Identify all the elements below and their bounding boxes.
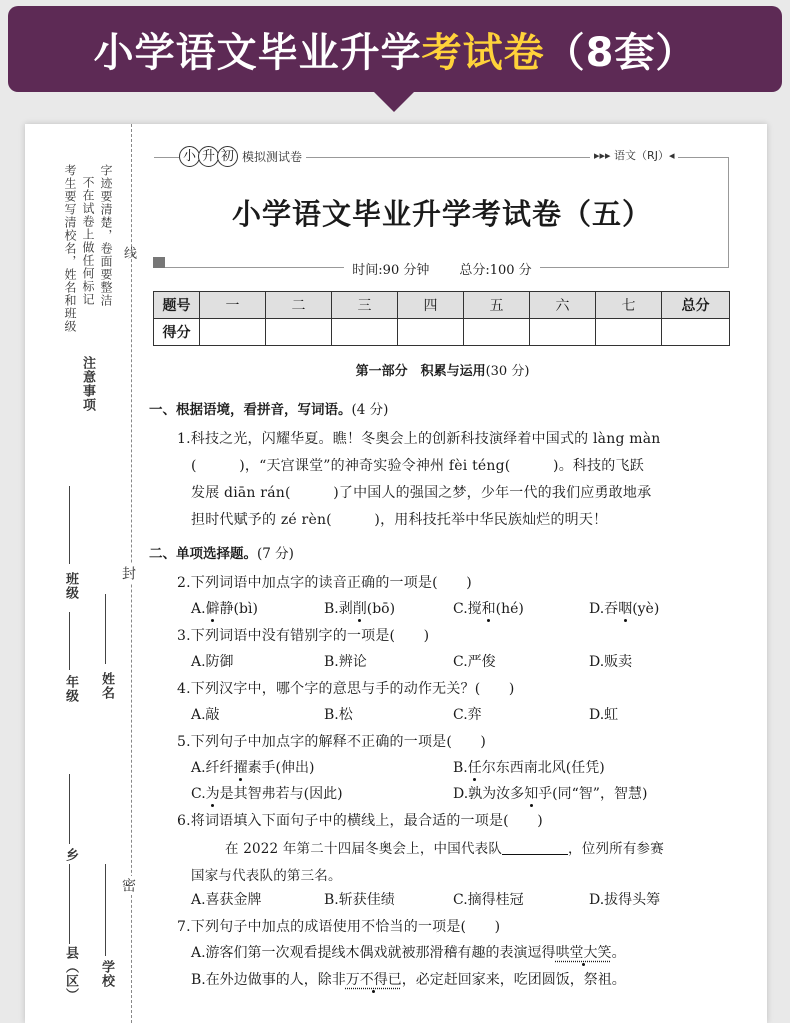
sec1-line-4: 担时代赋予的 zé rèn( )，用科技托举中华民族灿烂的明天！ <box>191 512 608 528</box>
line-char: 线 <box>121 246 136 260</box>
notice-line-1: 字迹要清楚，卷面要整洁 <box>99 164 113 307</box>
name-field-label: 姓名 <box>99 672 114 700</box>
section2-title-text: 二、单项选择题。 <box>149 546 257 562</box>
section2-title <box>149 542 294 562</box>
notice-line-3: 考生要写清校名，姓名和班级 <box>63 164 77 333</box>
q6-stem: 6.将词语填入下面句子中的横线上，最合适的一项是( ) <box>177 813 543 829</box>
q2-d-post: (yè) <box>632 601 660 617</box>
q2-option-c[interactable] <box>453 598 524 618</box>
subject-label: ▸▸▸ 语文（RJ）◂ <box>590 147 678 163</box>
score-table-score-row <box>154 319 730 346</box>
score-cell-1[interactable] <box>200 319 266 346</box>
q2-a-pre: A. <box>191 601 206 617</box>
q5-stem: 5.下列句子中加点字的解释不正确的一项是( ) <box>177 734 487 750</box>
q7-b-pre: B.在外边做事的人，除非 <box>191 972 346 988</box>
section1-title <box>149 398 388 418</box>
q6-option-d[interactable]: D.拔得头筹 <box>589 892 661 908</box>
county-field-line <box>69 864 70 944</box>
score-cell-5[interactable] <box>464 319 530 346</box>
q5-c-dotted: 为 <box>206 783 220 803</box>
q6-line1-pre: 在 2022 年第二十四届冬奥会上，中国代表队 <box>225 841 503 857</box>
township-field-line <box>69 774 70 844</box>
q2-option-a[interactable] <box>191 598 258 618</box>
q2-b-dotted: 削 <box>353 598 367 618</box>
q7-a-dotted: 哄堂大笑 <box>556 942 612 962</box>
school-field-label: 学校 <box>99 960 114 988</box>
paper-title: 小学语文毕业升学考试卷（五） <box>231 197 652 231</box>
series-char-2: 升 <box>198 146 219 167</box>
notice-line-2: 不在试卷上做任何标记 <box>81 176 95 306</box>
q4-option-b[interactable]: B.松 <box>324 707 353 723</box>
score-cell-total[interactable] <box>662 319 730 346</box>
q5-option-b[interactable] <box>453 757 605 777</box>
q2-c-dotted: 和 <box>482 598 496 618</box>
series-badge <box>179 146 306 167</box>
q6-line1-post: ，位列所有参赛 <box>568 841 664 857</box>
class-field-label: 班级 <box>63 572 78 600</box>
score-cell-2[interactable] <box>266 319 332 346</box>
score-table <box>153 291 730 346</box>
score-cell-6[interactable] <box>530 319 596 346</box>
q6-option-a[interactable]: A.喜获金牌 <box>191 892 262 908</box>
secret-char: 密 <box>120 878 136 893</box>
q2-stem: 2.下列词语中加点字的读音正确的一项是( ) <box>177 575 472 591</box>
section2-points: (7 分) <box>257 546 294 562</box>
q4-option-a[interactable]: A.敲 <box>191 707 220 723</box>
q5-d-pre: D.孰为汝多 <box>453 786 525 802</box>
series-char-3: 初 <box>217 146 238 167</box>
sec1-line-1: 1.科技之光，闪耀华夏。瞧！冬奥会上的创新科技演绎着中国式的 làng màn <box>177 431 661 447</box>
score-col-2: 二 <box>266 292 332 319</box>
grade-field-label: 年级 <box>63 675 78 703</box>
q3-option-d[interactable]: D.贩卖 <box>589 654 633 670</box>
q2-b-pre: B.剥 <box>324 601 353 617</box>
q5-b-dotted: 任 <box>468 757 482 777</box>
score-col-7: 七 <box>596 292 662 319</box>
q2-c-pre: C.搅 <box>453 601 482 617</box>
q2-option-d[interactable] <box>589 598 659 618</box>
q5-c-pre: C. <box>191 786 206 802</box>
q7-b-dotted: 万不得已 <box>346 969 402 989</box>
exam-paper <box>25 124 767 1023</box>
q2-b-post: (bō) <box>366 601 396 617</box>
q4-stem: 4.下列汉字中，哪个字的意思与手的动作无关？( ) <box>177 681 515 697</box>
part1-points: (30 分) <box>485 364 530 379</box>
q2-d-dotted: 咽 <box>618 598 632 618</box>
banner-title-main: 小学语文毕业升学 <box>93 29 422 76</box>
q6-passage-line-1 <box>225 837 664 857</box>
school-field-line <box>105 864 106 956</box>
score-row-label-number: 题号 <box>154 292 200 319</box>
name-field-line <box>105 594 106 664</box>
grade-field-line <box>69 612 70 670</box>
q5-d-dotted: 知 <box>524 783 538 803</box>
q4-option-c[interactable]: C.弈 <box>453 707 482 723</box>
section1-points: (4 分) <box>351 402 389 418</box>
q3-stem: 3.下列词语中没有错别字的一项是( ) <box>177 628 430 644</box>
section1-title-text: 一、根据语境，看拼音，写词语。 <box>149 402 352 418</box>
q7-a-post: 。 <box>611 945 626 961</box>
q5-a-post: 素手(伸出) <box>247 760 315 776</box>
q2-a-dotted: 僻 <box>206 598 220 618</box>
series-text: 模拟测试卷 <box>242 150 303 164</box>
series-char-1: 小 <box>179 146 200 167</box>
total-label: 总分:100 分 <box>459 263 532 278</box>
q7-option-b[interactable] <box>191 969 626 989</box>
score-col-1: 一 <box>200 292 266 319</box>
class-field-line <box>69 486 70 564</box>
q6-blank[interactable] <box>502 841 568 855</box>
county-field-label: 县（区） <box>63 946 78 1002</box>
township-field-label: 乡 <box>63 848 78 862</box>
part1-title <box>155 360 730 379</box>
banner <box>8 6 782 92</box>
q7-option-a[interactable] <box>191 942 626 962</box>
q7-b-post: ，必定赶回家来，吃团圆饭，祭祖。 <box>401 972 626 988</box>
q2-c-post: (hé) <box>495 601 524 617</box>
score-col-total: 总分 <box>662 292 730 319</box>
time-line <box>155 259 729 278</box>
sec1-line-3: 发展 diān rán( )了中国人的强国之梦，少年一代的我们应勇敢地承 <box>191 485 652 501</box>
banner-title-suffix: （8套） <box>544 29 697 76</box>
q3-option-c[interactable]: C.严俊 <box>453 654 496 670</box>
score-col-4: 四 <box>398 292 464 319</box>
q5-option-c[interactable] <box>191 783 343 803</box>
notice-title: 注意事项 <box>80 356 95 412</box>
q5-a-dotted: 擢 <box>234 757 248 777</box>
score-col-3: 三 <box>332 292 398 319</box>
q7-a-pre: A.游客们第一次观看提线木偶戏就被那滑稽有趣的表演逗得 <box>191 945 556 961</box>
score-col-5: 五 <box>464 292 530 319</box>
score-cell-7[interactable] <box>596 319 662 346</box>
score-table-header-row <box>154 292 730 319</box>
q6-option-c[interactable]: C.摘得桂冠 <box>453 892 524 908</box>
q3-option-a[interactable]: A.防御 <box>191 654 234 670</box>
time-label: 时间:90 分钟 <box>352 263 430 278</box>
banner-pointer-arrow <box>372 90 416 112</box>
score-col-6: 六 <box>530 292 596 319</box>
q6-passage-line-2: 国家与代表队的第三名。 <box>191 868 342 884</box>
q5-option-a[interactable] <box>191 757 315 777</box>
q6-option-b[interactable]: B.斩获佳绩 <box>324 892 395 908</box>
q2-option-b[interactable] <box>324 598 395 618</box>
score-row-label-score: 得分 <box>154 319 200 346</box>
q2-a-post: 静(bì) <box>219 601 258 617</box>
score-cell-4[interactable] <box>398 319 464 346</box>
score-cell-3[interactable] <box>332 319 398 346</box>
q5-d-post: 乎(同“智”，智慧) <box>538 786 648 802</box>
banner-title-highlight: 考试卷 <box>421 29 545 76</box>
q5-option-d[interactable] <box>453 783 647 803</box>
q7-stem: 7.下列句子中加点的成语使用不恰当的一项是( ) <box>177 919 501 935</box>
q5-a-pre: A.纤纤 <box>191 760 234 776</box>
part1-title-text: 第一部分 积累与运用 <box>355 364 486 379</box>
q4-option-d[interactable]: D.虹 <box>589 707 619 723</box>
sec1-line-2: ( )，“天宫课堂”的神奇实验令神州 fèi téng( )。科技的飞跃 <box>191 458 644 474</box>
seal-char: 封 <box>120 566 136 581</box>
q3-option-b[interactable]: B.辨论 <box>324 654 367 670</box>
q5-b-pre: B. <box>453 760 468 776</box>
q5-b-post: 尔东西南北风(任凭) <box>481 760 605 776</box>
q5-c-post: 是其智弗若与(因此) <box>219 786 343 802</box>
q2-d-pre: D.吞 <box>589 601 619 617</box>
